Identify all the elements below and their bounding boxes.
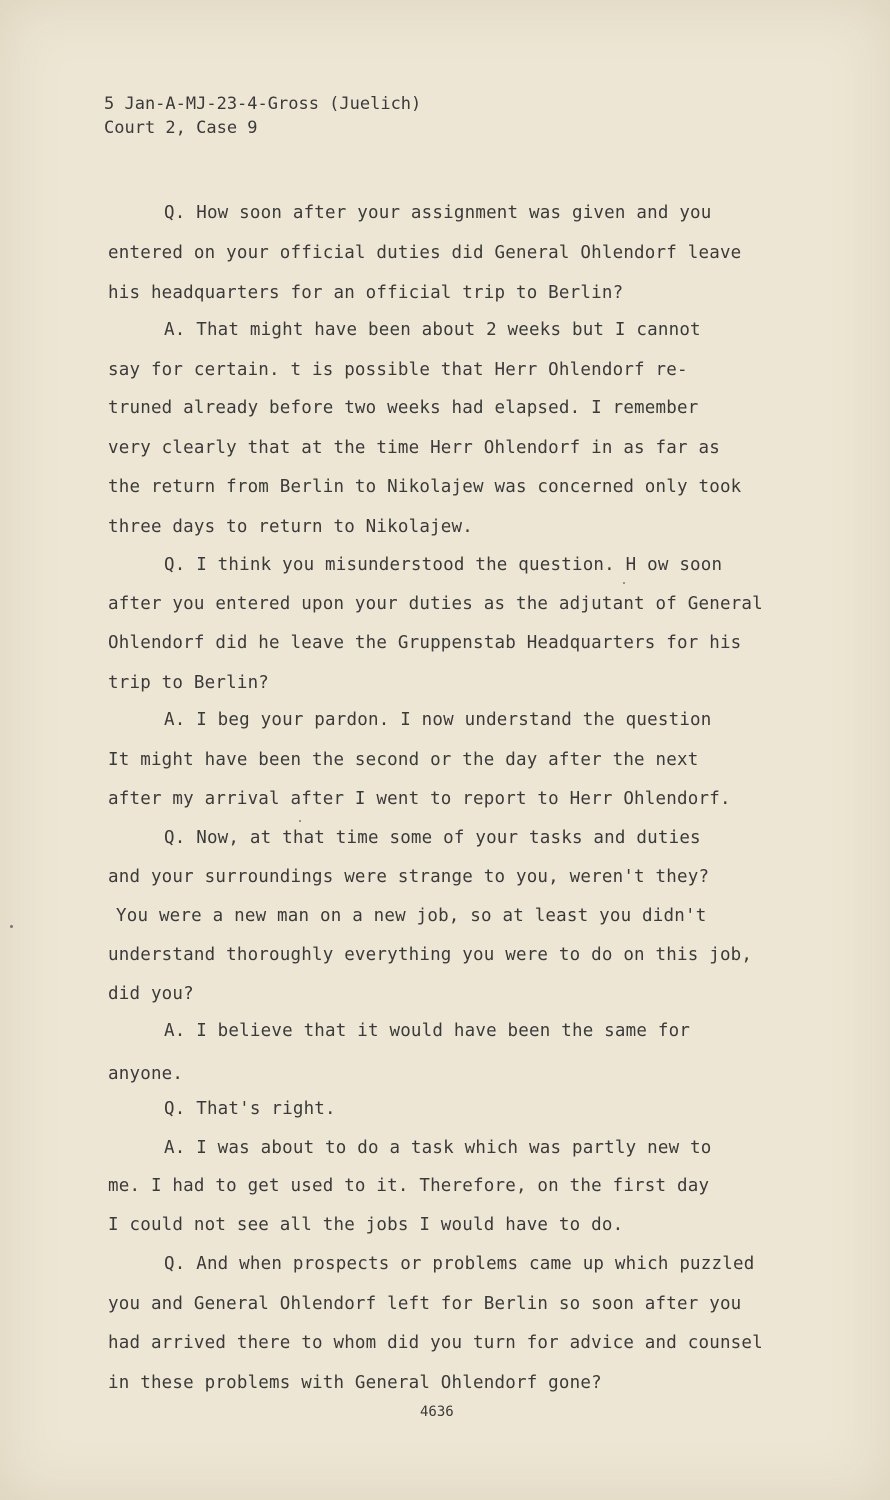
paper-speck [299, 820, 301, 822]
transcript-line: Ohlendorf did he leave the Gruppenstab Headquarters for his [108, 633, 742, 653]
transcript-line: A. That might have been about 2 weeks but I cannot [164, 320, 701, 340]
transcript-line: had arrived there to whom did you turn for advice and counsel [108, 1333, 763, 1353]
transcript-line: truned already before two weeks had elapsed. I remember [108, 398, 699, 418]
transcript-line: anyone. [108, 1064, 184, 1084]
transcript-line: A. I was about to do a task which was partly new to [164, 1138, 712, 1158]
transcript-line: Q. I think you misunderstood the question. H ow soon [164, 555, 723, 575]
transcript-line: A. I beg your pardon. I now understand the question [164, 710, 712, 730]
transcript-line: say for certain. t is possible that Herr Ohlendorf re- [108, 360, 688, 380]
transcript-line: the return from Berlin to Nikolajew was concerned only took [108, 477, 742, 497]
paper-speck [10, 925, 13, 928]
transcript-line: Q. Now, at that time some of your tasks and duties [164, 828, 701, 848]
paper-speck [623, 582, 625, 584]
transcript-line: You were a new man on a new job, so at least you didn't [116, 906, 707, 926]
transcript-line: trip to Berlin? [108, 673, 270, 693]
transcript-line: entered on your official duties did General Ohlendorf leave [108, 243, 742, 263]
transcript-line: Q. And when prospects or problems came up which puzzled [164, 1254, 755, 1274]
transcript-line: you and General Ohlendorf left for Berlin so soon after you [108, 1294, 742, 1314]
transcript-line: I could not see all the jobs I would have to do. [108, 1215, 624, 1235]
transcript-line: very clearly that at the time Herr Ohlendorf in as far as [108, 438, 720, 458]
transcript-line: Q. That's right. [164, 1099, 336, 1119]
transcript-line: Q. How soon after your assignment was given and you [164, 203, 712, 223]
transcript-line: me. I had to get used to it. Therefore, on the first day [108, 1176, 710, 1196]
transcript-line: his headquarters for an official trip to Berlin? [108, 283, 624, 303]
court-case: Court 2, Case 9 [104, 118, 258, 138]
transcript-line: did you? [108, 984, 194, 1004]
transcript-line: after you entered upon your duties as the adjutant of General [108, 594, 763, 614]
document-header [104, 92, 421, 140]
case-reference: 5 Jan-A-MJ-23-4-Gross (Juelich) [104, 94, 422, 114]
transcript-line: after my arrival after I went to report to Herr Ohlendorf. [108, 789, 731, 809]
transcript-line: and your surroundings were strange to you, weren't they? [108, 867, 710, 887]
transcript-line: It might have been the second or the day after the next [108, 750, 699, 770]
transcript-line: A. I believe that it would have been the same for [164, 1021, 691, 1041]
page-number: 4636 [420, 1404, 454, 1420]
transcript-line: understand thoroughly everything you were to do on this job, [108, 945, 753, 965]
transcript-line: in these problems with General Ohlendorf gone? [108, 1373, 602, 1393]
transcript-line: three days to return to Nikolajew. [108, 517, 474, 537]
